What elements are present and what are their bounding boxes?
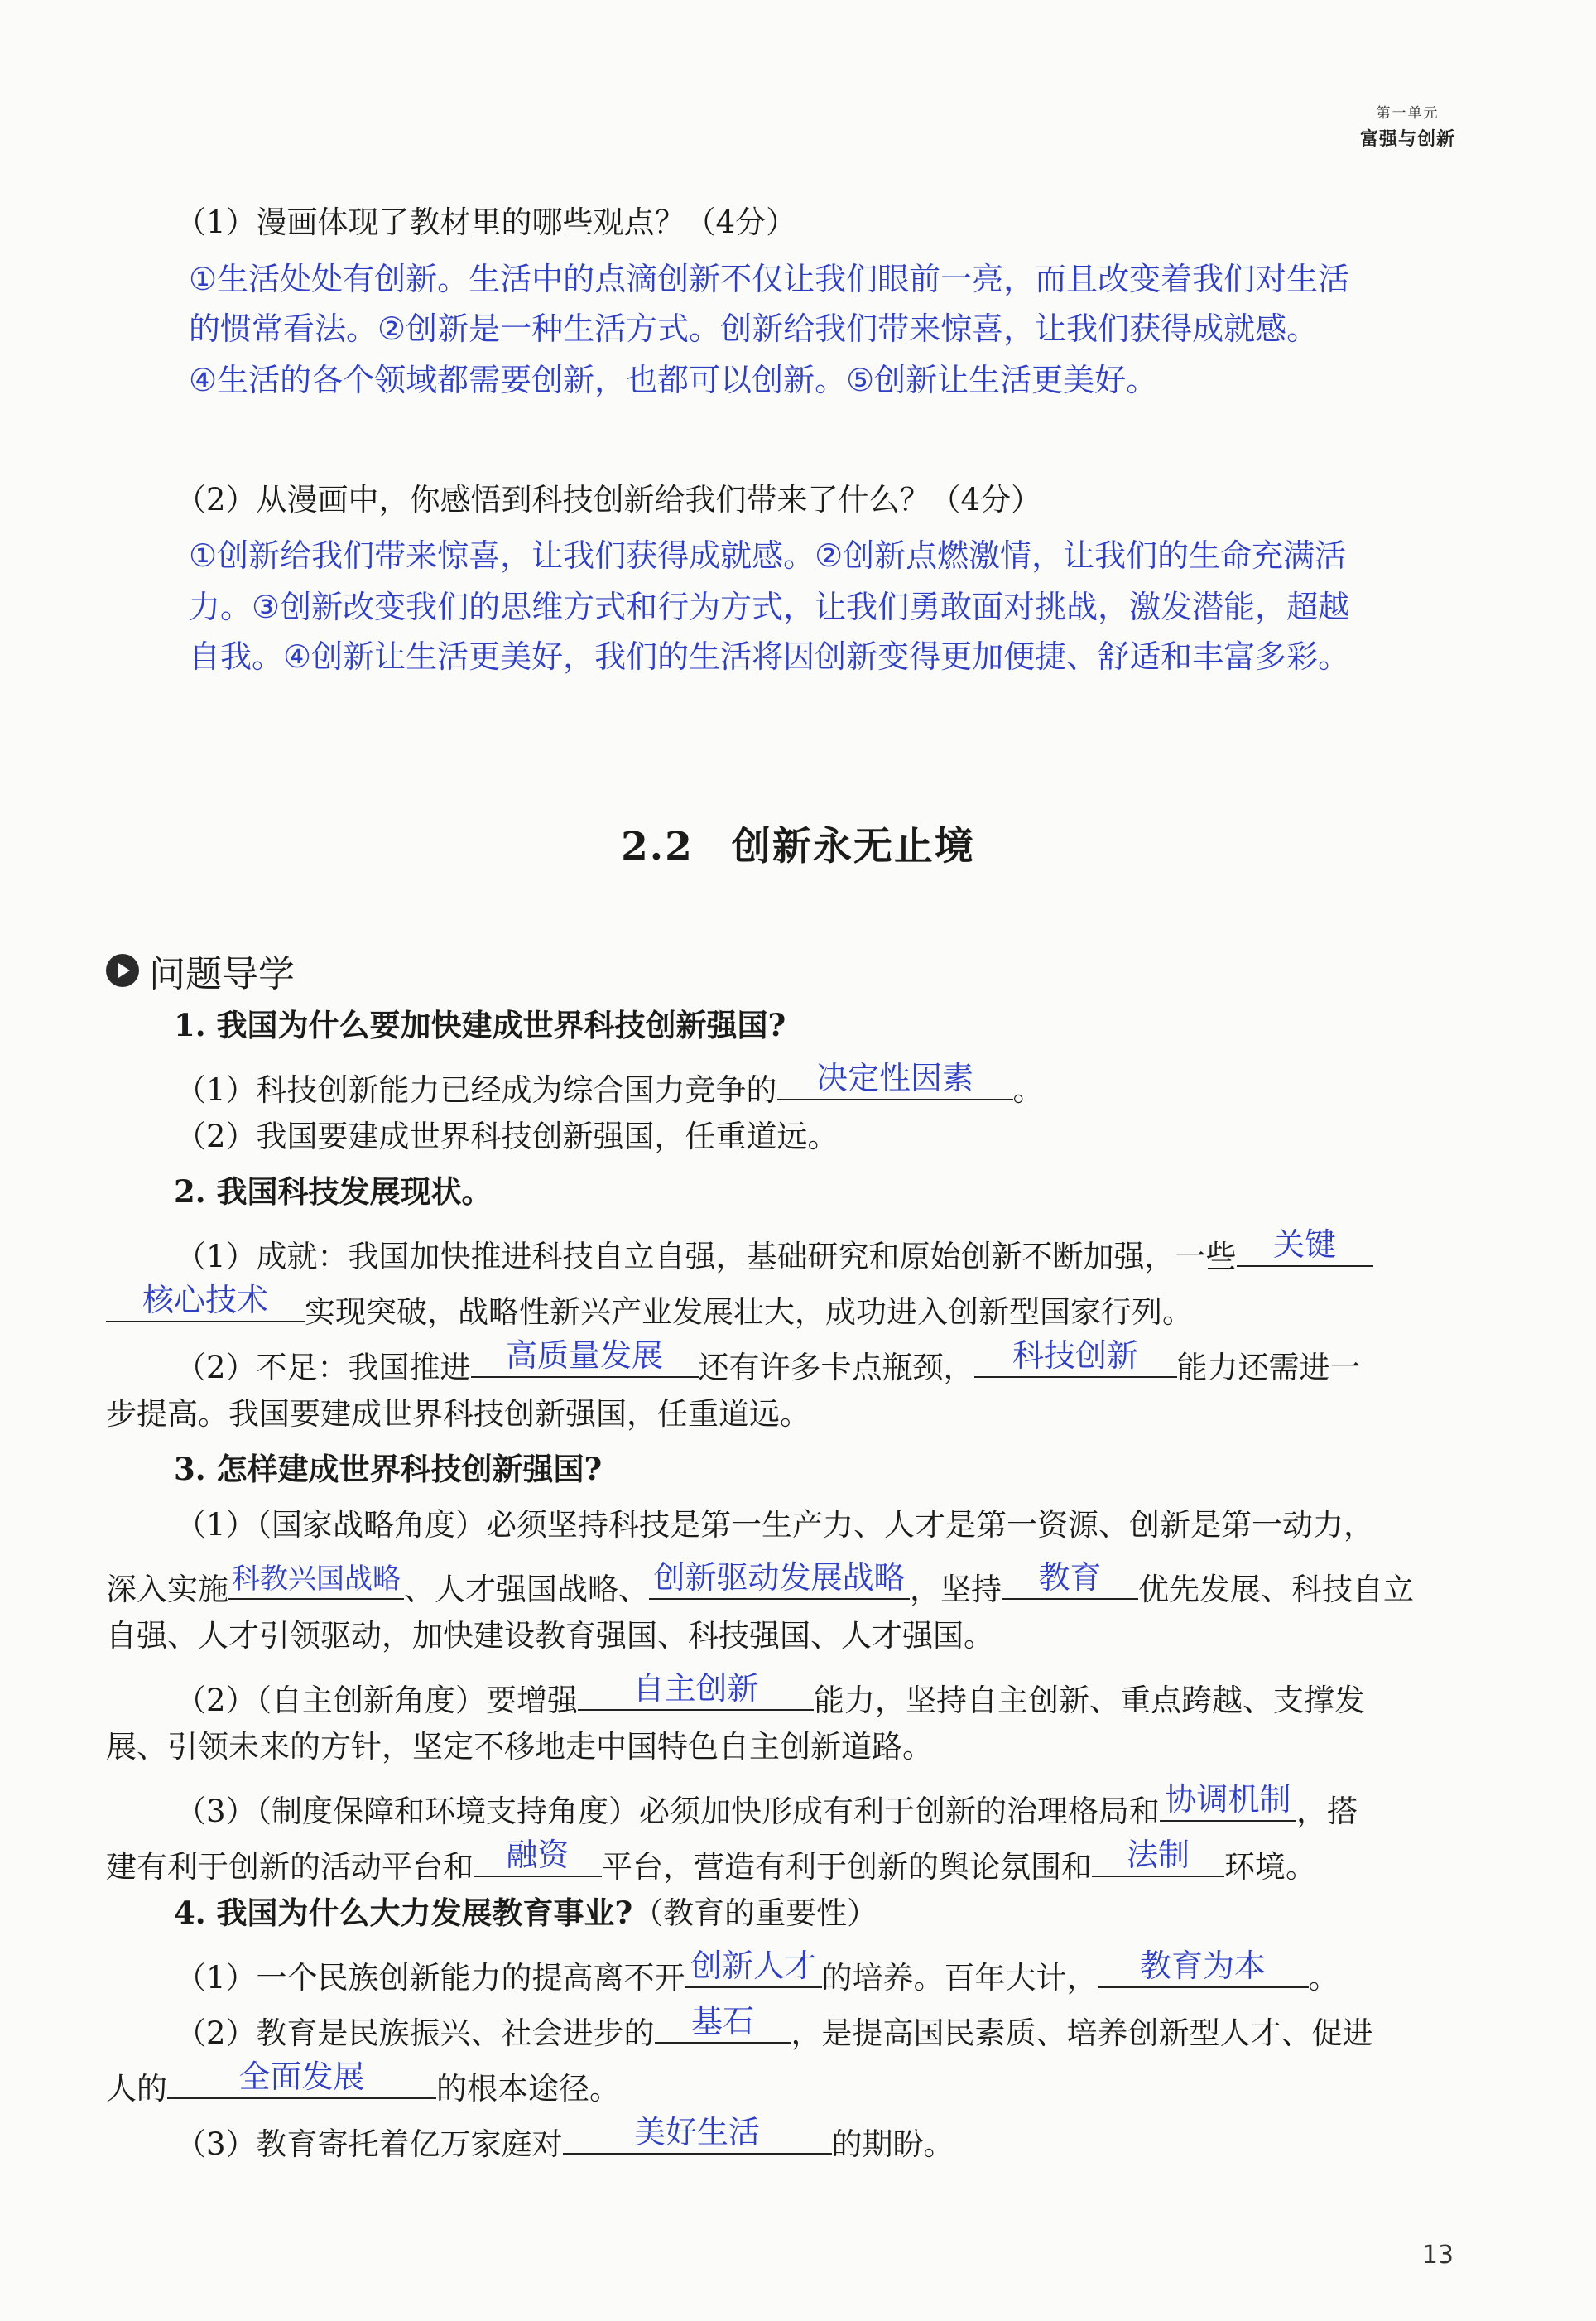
q4-title-line xyxy=(174,1895,1596,1931)
q3-l6-end: ，搭 xyxy=(1296,1794,1358,1829)
q3-l2-mid1: 、人才强国战略、 xyxy=(404,1572,649,1607)
q4-l2-text: （2）教育是民族振兴、社会进步的 xyxy=(175,2015,655,2051)
q2-l1-text: （1）成就：我国加快推进科技自立自强，基础研究和原始创新不断加强，一些 xyxy=(175,1239,1237,1274)
blank-core-tech xyxy=(106,1282,305,1322)
fill-text: 融资 xyxy=(506,1837,570,1873)
q4-l1-end: 。 xyxy=(1308,1960,1339,1996)
blank-legal xyxy=(1092,1837,1224,1877)
q2-l3-end: 能力还需进一 xyxy=(1176,1350,1361,1385)
blank-all-round xyxy=(167,2059,436,2099)
q4-title-note: （教育的重要性） xyxy=(632,1895,878,1931)
q4-l3-text: 人的 xyxy=(106,2071,167,2107)
answer-2-line-2: 力。③创新改变我们的思维方式和行为方式，让我们勇敢面对挑战，激发潜能，超越 xyxy=(189,589,1350,625)
q1-l1-end: 。 xyxy=(1012,1072,1044,1108)
unit-number: 第一单元 xyxy=(1376,105,1440,122)
q4-title: 4. 我国为什么大力发展教育事业? xyxy=(174,1895,633,1931)
answer-1-line-3: ④生活的各个领域都需要创新，也都可以创新。⑤创新让生活更美好。 xyxy=(189,362,1158,398)
q4-line-2 xyxy=(175,2003,1596,2051)
q3-l2-text: 深入实施 xyxy=(106,1572,228,1607)
fill-text: 科教兴国战略 xyxy=(232,1563,401,1596)
q4-line-3 xyxy=(106,2059,1596,2107)
fill-text: 科技创新 xyxy=(1012,1337,1139,1374)
fill-text: 教育为本 xyxy=(1140,1948,1267,1984)
fill-text: 自主创新 xyxy=(632,1670,759,1707)
blank-innovation-driven xyxy=(649,1559,910,1600)
q3-line-4 xyxy=(175,1670,1596,1718)
section-number: 2.2 xyxy=(621,824,694,869)
answer-1-line-1: ①生活处处有创新。生活中的点滴创新不仅让我们眼前一亮，而且改变着我们对生活 xyxy=(189,261,1350,297)
fill-text: 关键 xyxy=(1273,1226,1337,1263)
blank-tech-innovation xyxy=(974,1337,1177,1378)
q4-l1-text: （1）一个民族创新能力的提高离不开 xyxy=(175,1960,685,1996)
blank-key xyxy=(1237,1226,1373,1267)
fill-text: 法制 xyxy=(1126,1837,1190,1873)
q2-line-2 xyxy=(106,1282,1596,1330)
q3-line-3: 自强、人才引领驱动，加快建设教育强国、科技强国、人才强国。 xyxy=(106,1618,994,1654)
q2-line-4: 步提高。我国要建成世界科技创新强国，任重道远。 xyxy=(106,1396,810,1432)
q3-l4-end: 能力，坚持自主创新、重点跨越、支撑发 xyxy=(814,1683,1366,1718)
q3-l2-mid2: ，坚持 xyxy=(910,1572,1002,1607)
blank-education xyxy=(1002,1559,1138,1600)
q2-title: 2. 我国科技发展现状。 xyxy=(174,1173,493,1210)
q2-l3-text: （2）不足：我国推进 xyxy=(175,1350,471,1385)
q2-l3-mid: 还有许多卡点瓶颈， xyxy=(698,1350,974,1385)
blank-innovative-talent xyxy=(685,1948,822,1988)
q4-l4-end: 的期盼。 xyxy=(831,2126,954,2162)
question-1-prompt: （1）漫画体现了教材里的哪些观点？（4分） xyxy=(175,205,797,240)
q2-l2-text: 实现突破，战略性新兴产业发展壮大，成功进入创新型国家行列。 xyxy=(305,1294,1193,1330)
q2-line-3 xyxy=(175,1337,1596,1385)
q1-l1-text: （1）科技创新能力已经成为综合国力竞争的 xyxy=(175,1072,777,1108)
q3-line-6 xyxy=(175,1781,1596,1829)
q3-l7-end: 环境。 xyxy=(1224,1849,1316,1885)
page-number: 13 xyxy=(1421,2241,1454,2270)
q3-line-5: 展、引领未来的方针，坚定不移地走中国特色自主创新道路。 xyxy=(106,1729,933,1765)
fill-text: 决定性因素 xyxy=(816,1060,974,1096)
guide-heading xyxy=(106,944,295,997)
q2-line-1 xyxy=(175,1226,1596,1274)
blank-financing xyxy=(474,1837,602,1877)
q3-line-1: （1）（国家战略角度）必须坚持科技是第一生产力、人才是第一资源、创新是第一动力， xyxy=(175,1507,1375,1543)
blank-cornerstone xyxy=(655,2003,791,2044)
fill-text: 创新驱动发展战略 xyxy=(653,1559,906,1596)
blank-sci-edu xyxy=(228,1565,404,1600)
fill-text: 基石 xyxy=(691,2003,755,2039)
answer-2-line-1: ①创新给我们带来惊喜，让我们获得成就感。②创新点燃激情，让我们的生命充满活 xyxy=(189,537,1347,574)
fill-text: 教育 xyxy=(1038,1559,1102,1596)
q3-l6-text: （3）（制度保障和环境支持角度）必须加快形成有利于创新的治理格局和 xyxy=(175,1794,1161,1829)
fill-text: 创新人才 xyxy=(690,1948,817,1984)
unit-title: 富强与创新 xyxy=(1359,129,1455,150)
q3-l2-end: 优先发展、科技自立 xyxy=(1138,1572,1414,1607)
q3-line-2 xyxy=(106,1559,1596,1607)
q4-l3-end: 的根本途径。 xyxy=(436,2071,620,2107)
answer-1-line-2: 的惯常看法。②创新是一种生活方式。创新给我们带来惊喜，让我们获得成就感。 xyxy=(189,311,1319,347)
blank-better-life xyxy=(563,2114,832,2155)
q1-line-1 xyxy=(175,1060,1596,1108)
blank-self-innovation xyxy=(578,1670,814,1711)
q1-line-2: （2）我国要建成世界科技创新强国，任重道远。 xyxy=(175,1119,839,1154)
fill-text: 高质量发展 xyxy=(506,1337,664,1374)
blank-decisive-factor xyxy=(777,1060,1013,1100)
guide-label: 问题导学 xyxy=(149,953,295,995)
q3-l7-mid: 平台，营造有利于创新的舆论氛围和 xyxy=(602,1849,1092,1885)
q4-l4-text: （3）教育寄托着亿万家庭对 xyxy=(175,2126,563,2162)
q1-title: 1. 我国为什么要加快建成世界科技创新强国? xyxy=(174,1007,786,1043)
q4-line-4 xyxy=(175,2114,1596,2162)
blank-high-quality xyxy=(471,1337,699,1378)
blank-coordination xyxy=(1160,1781,1296,1822)
q3-line-7 xyxy=(106,1837,1596,1885)
q4-l1-mid: 的培养。百年大计， xyxy=(821,1960,1098,1996)
fill-text: 核心技术 xyxy=(142,1282,268,1318)
section-title xyxy=(0,816,1596,871)
blank-education-base xyxy=(1098,1948,1309,1988)
q3-title: 3. 怎样建成世界科技创新强国? xyxy=(174,1451,603,1487)
play-icon xyxy=(106,954,139,987)
question-2-prompt: （2）从漫画中，你感悟到科技创新给我们带来了什么？（4分） xyxy=(175,482,1042,518)
q3-l7-text: 建有利于创新的活动平台和 xyxy=(106,1849,474,1885)
fill-text: 美好生活 xyxy=(634,2114,761,2150)
fill-text: 全面发展 xyxy=(238,2059,365,2095)
q4-line-1 xyxy=(175,1948,1596,1996)
q4-l2-end: ，是提高国民素质、培养创新型人才、促进 xyxy=(791,2015,1373,2051)
answer-2-line-3: 自我。④创新让生活更美好，我们的生活将因创新变得更加便捷、舒适和丰富多彩。 xyxy=(189,638,1350,675)
fill-text: 协调机制 xyxy=(1165,1781,1291,1818)
unit-header xyxy=(1360,101,1455,151)
q3-l4-text: （2）（自主创新角度）要增强 xyxy=(175,1683,579,1718)
section-name: 创新永无止境 xyxy=(731,824,975,869)
